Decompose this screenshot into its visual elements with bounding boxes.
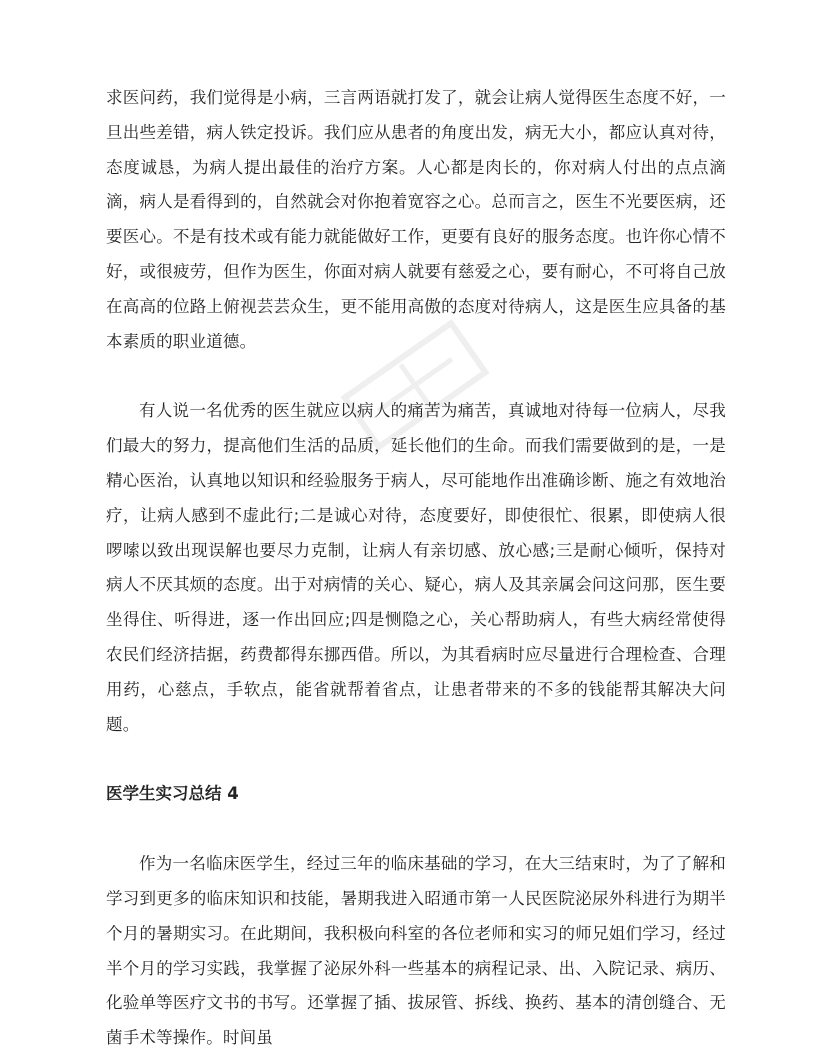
paragraph-gap bbox=[106, 742, 726, 777]
paragraph-2: 有人说一名优秀的医生就应以病人的痛苦为痛苦，真诚地对待每一位病人，尽我们最大的努力，提高他们生活的品质，延长他们的生命。而我们需要做到的是，一是精心医治，认真地以知识和经验服务于病人，尽可能地作出准确诊断、施之有效地治疗，让病人感到不虚此行;二是诚心对待，态度要好，即使很忙、很累，即使病人很啰嗦以致出现误解也要尽力克制，让病人有亲切感、放心感;三是耐心倾听，保持对病人不厌其烦的态度。出于对病情的关心、疑心，病人及其亲属会问这问那，医生要坐得住、听得进，逐一作出回应;四是恻隐之心，关心帮助病人，有些大病经常使得农民们经济拮据，药费都得东挪西借。所以，为其看病时应尽量进行合理检查、合理用药，心慈点，手软点，能省就帮着省点，让患者带来的不多的钱能帮其解决大问题。 bbox=[106, 401, 726, 734]
paragraph-3: 作为一名临床医学生，经过三年的临床基础的学习，在大三结束时，为了了解和学习到更多的临床知识和技能，暑期我进入昭通市第一人民医院泌尿外科进行为期半个月的暑期实习。在此期间，我积极向科室的各位老师和实习的师兄姐们学习，经过半个月的学习实践，我掌握了泌尿外科一些基本的病程记录、出、入院记录、病历、化验单等医疗文书的书写。还掌握了插、拔尿管、拆线、换药、基本的清创缝合、无菌手术等操作。时间虽 bbox=[106, 854, 726, 1048]
section-heading: 医学生实习总结 4 bbox=[106, 784, 239, 804]
paragraph-gap bbox=[106, 812, 726, 847]
paragraph-gap bbox=[106, 359, 726, 394]
paragraph-1: 求医问药，我们觉得是小病，三言两语就打发了，就会让病人觉得医生态度不好，一旦出些差错，病人铁定投诉。我们应从患者的角度出发，病无大小，都应认真对待，态度诚恳，为病人提出最佳的治疗方案。人心都是肉长的，你对病人付出的点点滴滴，病人是看得到的，自然就会对你抱着宽容之心。总而言之，医生不光要医病，还要医心。不是有技术或有能力就能做好工作，更要有良好的服务态度。也许你心情不好，或很疲劳，但作为医生，你面对病人就要有慈爱之心，要有耐心，不可将自己放在高高的位路上俯视芸芸众生，更不能用高傲的态度对待病人，这是医生应具备的基本素质的职业道德。 bbox=[106, 88, 726, 351]
document-body bbox=[106, 81, 726, 1056]
